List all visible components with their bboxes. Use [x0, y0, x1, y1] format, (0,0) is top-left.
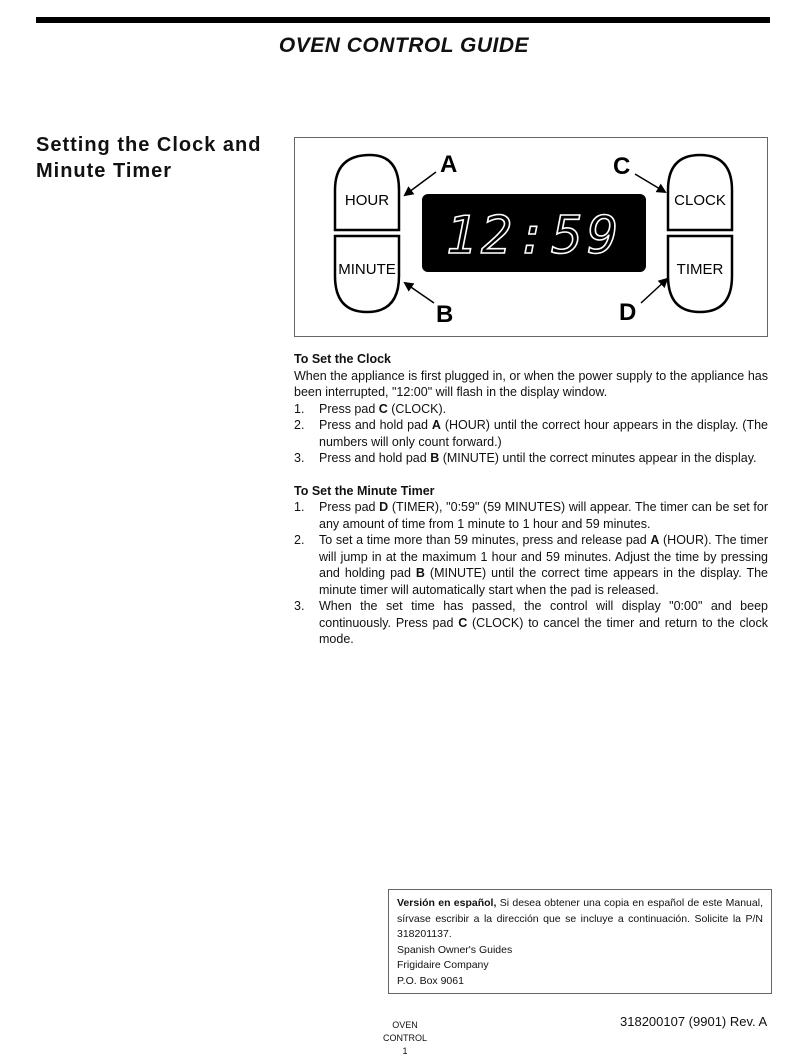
- timer-pad-label: TIMER: [676, 261, 724, 278]
- step-text: When the set time has passed, the control will display "0:00" and beep continuously. Press pad: [319, 599, 768, 630]
- document-title: OVEN CONTROL GUIDE: [278, 34, 530, 57]
- part-number: 318200107 (9901) Rev. A: [620, 1014, 768, 1029]
- set-clock-heading: To Set the Clock: [294, 352, 392, 366]
- pad-letter: C: [458, 615, 468, 630]
- callout-a: A: [440, 151, 458, 178]
- pad-letter: B: [415, 566, 425, 580]
- clock-display: [422, 194, 646, 272]
- clock-pad: [668, 155, 732, 230]
- step-number: 1.: [294, 401, 305, 416]
- callout-d: D: [619, 299, 637, 326]
- pad-letter: A: [650, 533, 660, 547]
- control-panel-diagram: [295, 138, 767, 336]
- set-timer-steps: [294, 499, 768, 648]
- footer-label: OVEN CONTROL: [382, 1020, 427, 1043]
- set-clock-step: [294, 450, 768, 467]
- step-text: (TIMER), "0:59" (59 MINUTES) will appear. The timer can be set for any amount of time from 1 minute to 1 hour and 59 minutes.: [319, 500, 768, 531]
- section-heading: [36, 132, 276, 184]
- step-number: 3.: [294, 451, 305, 465]
- page-number: 1: [402, 1046, 408, 1056]
- notice-paragraph: [397, 896, 763, 943]
- top-rule: [36, 17, 770, 23]
- step-text: Press pad: [319, 401, 379, 416]
- step-number: 3.: [294, 599, 305, 613]
- notice-text: Si desea obtener una copia en español de este Manual, sírvase escribir a la dirección que se incluye a continuación. Solicite la P/N 318201137.: [397, 897, 763, 940]
- notice-bold-lead: Versión en español,: [397, 897, 497, 909]
- spanish-version-notice: [388, 889, 772, 994]
- step-text: (CLOCK) to cancel the timer and return to the clock mode.: [319, 615, 768, 646]
- set-clock-step: [294, 401, 768, 418]
- section-heading-line1: Setting the Clock and: [36, 134, 262, 156]
- notice-address-line: Spanish Owner's Guides: [397, 943, 513, 956]
- callout-b: B: [436, 301, 454, 328]
- pad-letter: B: [430, 451, 440, 465]
- step-text: (CLOCK).: [387, 401, 447, 416]
- set-clock-steps: [294, 401, 768, 467]
- notice-address-line: P.O. Box 9061: [397, 974, 464, 987]
- callout-c-arrow: [635, 174, 665, 192]
- pad-letter: C: [378, 401, 388, 416]
- step-text: (HOUR). The timer will jump in at the maximum 1 hour and 59 minutes. Adjust the time by pressing and holding pad: [319, 533, 768, 580]
- pad-letter: A: [431, 418, 441, 432]
- notice-address-line: Frigidaire Company: [397, 959, 489, 971]
- pad-letter: D: [379, 500, 389, 514]
- step-number: 2.: [294, 533, 305, 547]
- set-clock-step: [294, 417, 768, 450]
- minute-pad: [335, 236, 399, 312]
- clock-pad-label: CLOCK: [674, 192, 726, 209]
- callout-d-arrow: [641, 279, 667, 303]
- hour-pad-label: HOUR: [344, 192, 390, 209]
- callout-a-arrow: [405, 172, 436, 195]
- section-heading-line2: Minute Timer: [36, 160, 173, 182]
- set-clock-intro: When the appliance is first plugged in, or when the power supply to the appliance has been interrupted, "12:00" will flash in the display window.: [294, 368, 768, 399]
- step-text: Press and hold pad: [319, 451, 431, 465]
- timer-pad: [668, 236, 732, 312]
- step-text: To set a time more than 59 minutes, press and release pad: [319, 533, 651, 547]
- step-text: Press and hold pad: [319, 418, 432, 432]
- callout-c: C: [613, 153, 631, 180]
- step-text: (MINUTE) until the correct minutes appear in the display.: [439, 451, 757, 465]
- set-timer-heading: To Set the Minute Timer: [294, 483, 435, 498]
- hour-pad: [335, 155, 399, 230]
- set-timer-step: [294, 532, 768, 598]
- step-text: Press pad: [319, 500, 380, 514]
- footer-left: [370, 1019, 440, 1058]
- step-text: (HOUR) until the correct hour appears in the display. (The numbers will only count forward.): [319, 418, 768, 449]
- step-text: (MINUTE) until the correct time appears in the display. The minute timer will automatically start when the pad is released.: [319, 566, 768, 597]
- step-number: 1.: [294, 500, 305, 514]
- step-number: 2.: [294, 418, 305, 432]
- control-panel-figure: [294, 137, 768, 337]
- instructions: [294, 351, 768, 648]
- set-timer-step: [294, 499, 768, 532]
- set-timer-step: [294, 598, 768, 648]
- minute-pad-label: MINUTE: [338, 261, 396, 278]
- callout-b-arrow: [405, 283, 434, 303]
- clock-display-digits: 12:59: [445, 206, 623, 266]
